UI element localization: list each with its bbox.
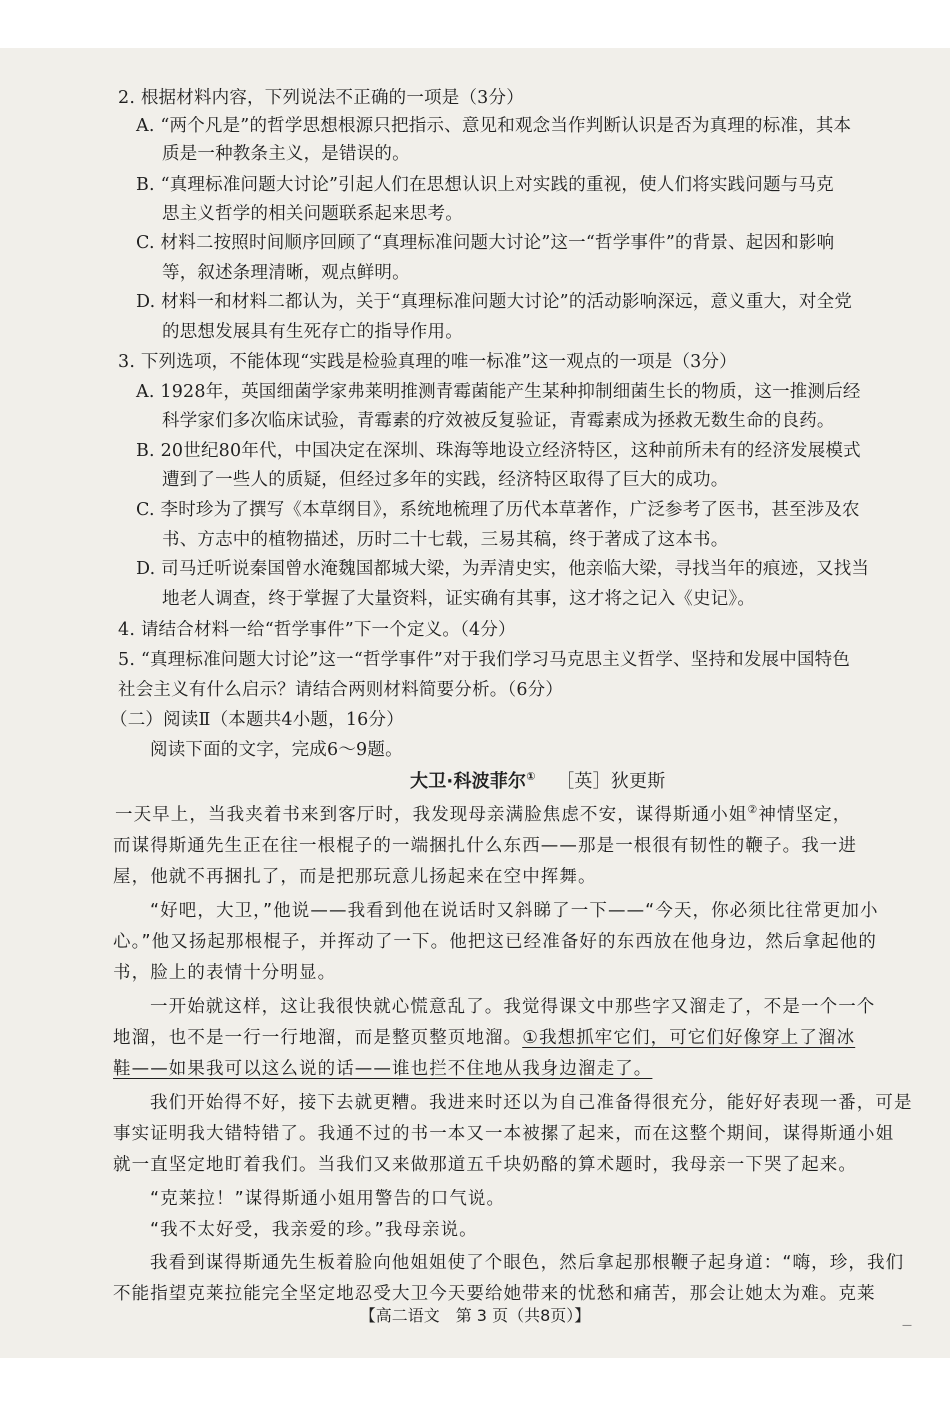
corner-mark: — [902,1320,912,1331]
story-para-4-line-1: 我们开始得不好，接下去就更糟。我进来时还以为自己准备得很充分，能好好表现一番，可是 [150,1093,913,1113]
story-footnote-1: ① [526,770,536,783]
story-para-4-line-2: 事实证明我大错特错了。我通不过的书一本又一本被摞了起来，而在这整个期间，谋得斯通小姐 [113,1124,895,1144]
story-para-1-line-1: 一天早上，当我夹着书来到客厅时，我发现母亲满脸焦虑不安，谋得斯通小姐②神情坚定， [115,803,852,825]
option-3a: A. 1928年，英国细菌学家弗莱明推测青霉菌能产生某种抑制细菌生长的物质，这一推测后经 [136,382,861,402]
option-2c: C. 材料二按照时间顺序回顾了“真理标准问题大讨论”这一“哲学事件”的背景、起因和影响 [136,233,835,253]
section-reading-2: （二）阅读Ⅱ（本题共4小题，16分） [110,710,404,730]
question-5-cont: 社会主义有什么启示？请结合两则材料简要分析。（6分） [118,680,564,700]
option-3b: B. 20世纪80年代，中国决定在深圳、珠海等地设立经济特区，这种前所未有的经济发展模式 [136,441,861,461]
option-2d-cont: 的思想发展具有生死存亡的指导作用。 [162,322,463,342]
option-2c-cont: 等，叙述条理清晰，观点鲜明。 [162,263,410,283]
option-3c-cont: 书、方志中的植物描述，历时二十七载，三易其稿，终于著成了这本书。 [162,530,729,550]
question-3: 3. 下列选项，不能体现“实践是检验真理的唯一标准”这一观点的一项是（3分） [118,352,737,372]
option-3d-cont: 地老人调查，终于掌握了大量资料，证实确有其事，这才将之记入《史记》。 [162,589,756,609]
option-3a-cont: 科学家们多次临床试验，青霉素的疗效被反复验证，青霉素成为拯救无数生命的良药。 [162,411,835,431]
option-2a-cont: 质是一种教条主义，是错误的。 [162,144,410,164]
story-para-3-line-2: 地溜，也不是一行一行地溜，而是整页整页地溜。①我想抓牢它们，可它们好像穿上了溜冰 [113,1028,856,1048]
story-title-line [410,770,665,794]
story-para-4-line-3: 就一直坚定地盯着我们。当我们又来做那道五千块奶酪的算术题时，我母亲一下哭了起来。 [113,1155,857,1175]
option-2a: A. “两个凡是”的哲学思想根源只把指示、意见和观念当作判断认识是否为真理的标准，其本 [136,116,852,136]
story-para-7-line-1: 我看到谋得斯通先生板着脸向他姐姐使了个眼色，然后拿起那根鞭子起身道：“嗨，珍，我们 [150,1253,905,1273]
option-2d: D. 材料一和材料二都认为，关于“真理标准问题大讨论”的活动影响深远，意义重大，对全党 [136,292,853,312]
option-3d: D. 司马迁听说秦国曾水淹魏国都城大梁，为弄清史实，他亲临大梁，寻找当年的痕迹，又找当 [136,559,870,579]
reading-instruction: 阅读下面的文字，完成6～9题。 [150,740,403,760]
story-para-1-line-2: 而谋得斯通先生正在往一根棍子的一端捆扎什么东西——那是一根很有韧性的鞭子。我一进 [113,836,857,856]
story-title: 大卫·科波菲尔 [410,771,527,792]
underlined-sentence-1-cont: 鞋——如果我可以这么说的话——谁也拦不住地从我身边溜走了。 [113,1059,653,1079]
underlined-sentence-1: ①我想抓牢它们，可它们好像穿上了溜冰 [522,1028,856,1048]
page-footer: 【高二语文 第 3 页（共8页）】 [359,1306,591,1325]
question-5: 5. “真理标准问题大讨论”这一“哲学事件”对于我们学习马克思主义哲学、坚持和发展中国特色 [118,650,851,670]
story-para-3-line-1: 一开始就这样，这让我很快就心慌意乱了。我觉得课文中那些字又溜走了，不是一个一个 [150,997,876,1017]
option-3c: C. 李时珍为了撰写《本草纲目》，系统地梳理了历代本草著作，广泛参考了医书，甚至涉及农 [136,500,860,520]
story-para-2-line-1: “好吧，大卫，”他说——我看到他在说话时又斜睇了一下——“今天，你必须比往常更加小 [150,901,879,921]
story-para-6: “我不太好受，我亲爱的珍。”我母亲说。 [150,1220,478,1240]
story-para-2-line-2: 心。”他又扬起那根棍子，并挥动了一下。他把这已经准备好的东西放在他身边，然后拿起他的 [113,932,878,952]
option-3b-cont: 遭到了一些人的质疑，但经过多年的实践，经济特区取得了巨大的成功。 [162,470,729,490]
option-2b-cont: 思主义哲学的相关问题联系起来思考。 [162,204,463,224]
question-2: 2. 根据材料内容，下列说法不正确的一项是（3分） [118,88,524,108]
story-para-2-line-3: 书，脸上的表情十分明显。 [113,963,337,983]
story-author: ［英］狄更斯 [556,771,666,792]
story-para-7-line-2: 不能指望克莱拉能完全坚定地忍受大卫今天要给她带来的忧愁和痛苦，那会让她太为难。克莱 [113,1284,876,1304]
story-footnote-2: ② [747,803,759,817]
story-para-1-line-3: 屋，他就不再捆扎了，而是把那玩意儿扬起来在空中挥舞。 [113,867,597,887]
option-2b: B. “真理标准问题大讨论”引起人们在思想认识上对实践的重视，使人们将实践问题与马克 [136,175,834,195]
question-4: 4. 请结合材料一给“哲学事件”下一个定义。（4分） [118,620,516,640]
story-para-5: “克莱拉！”谋得斯通小姐用警告的口气说。 [150,1189,506,1209]
exam-page [0,48,950,1358]
